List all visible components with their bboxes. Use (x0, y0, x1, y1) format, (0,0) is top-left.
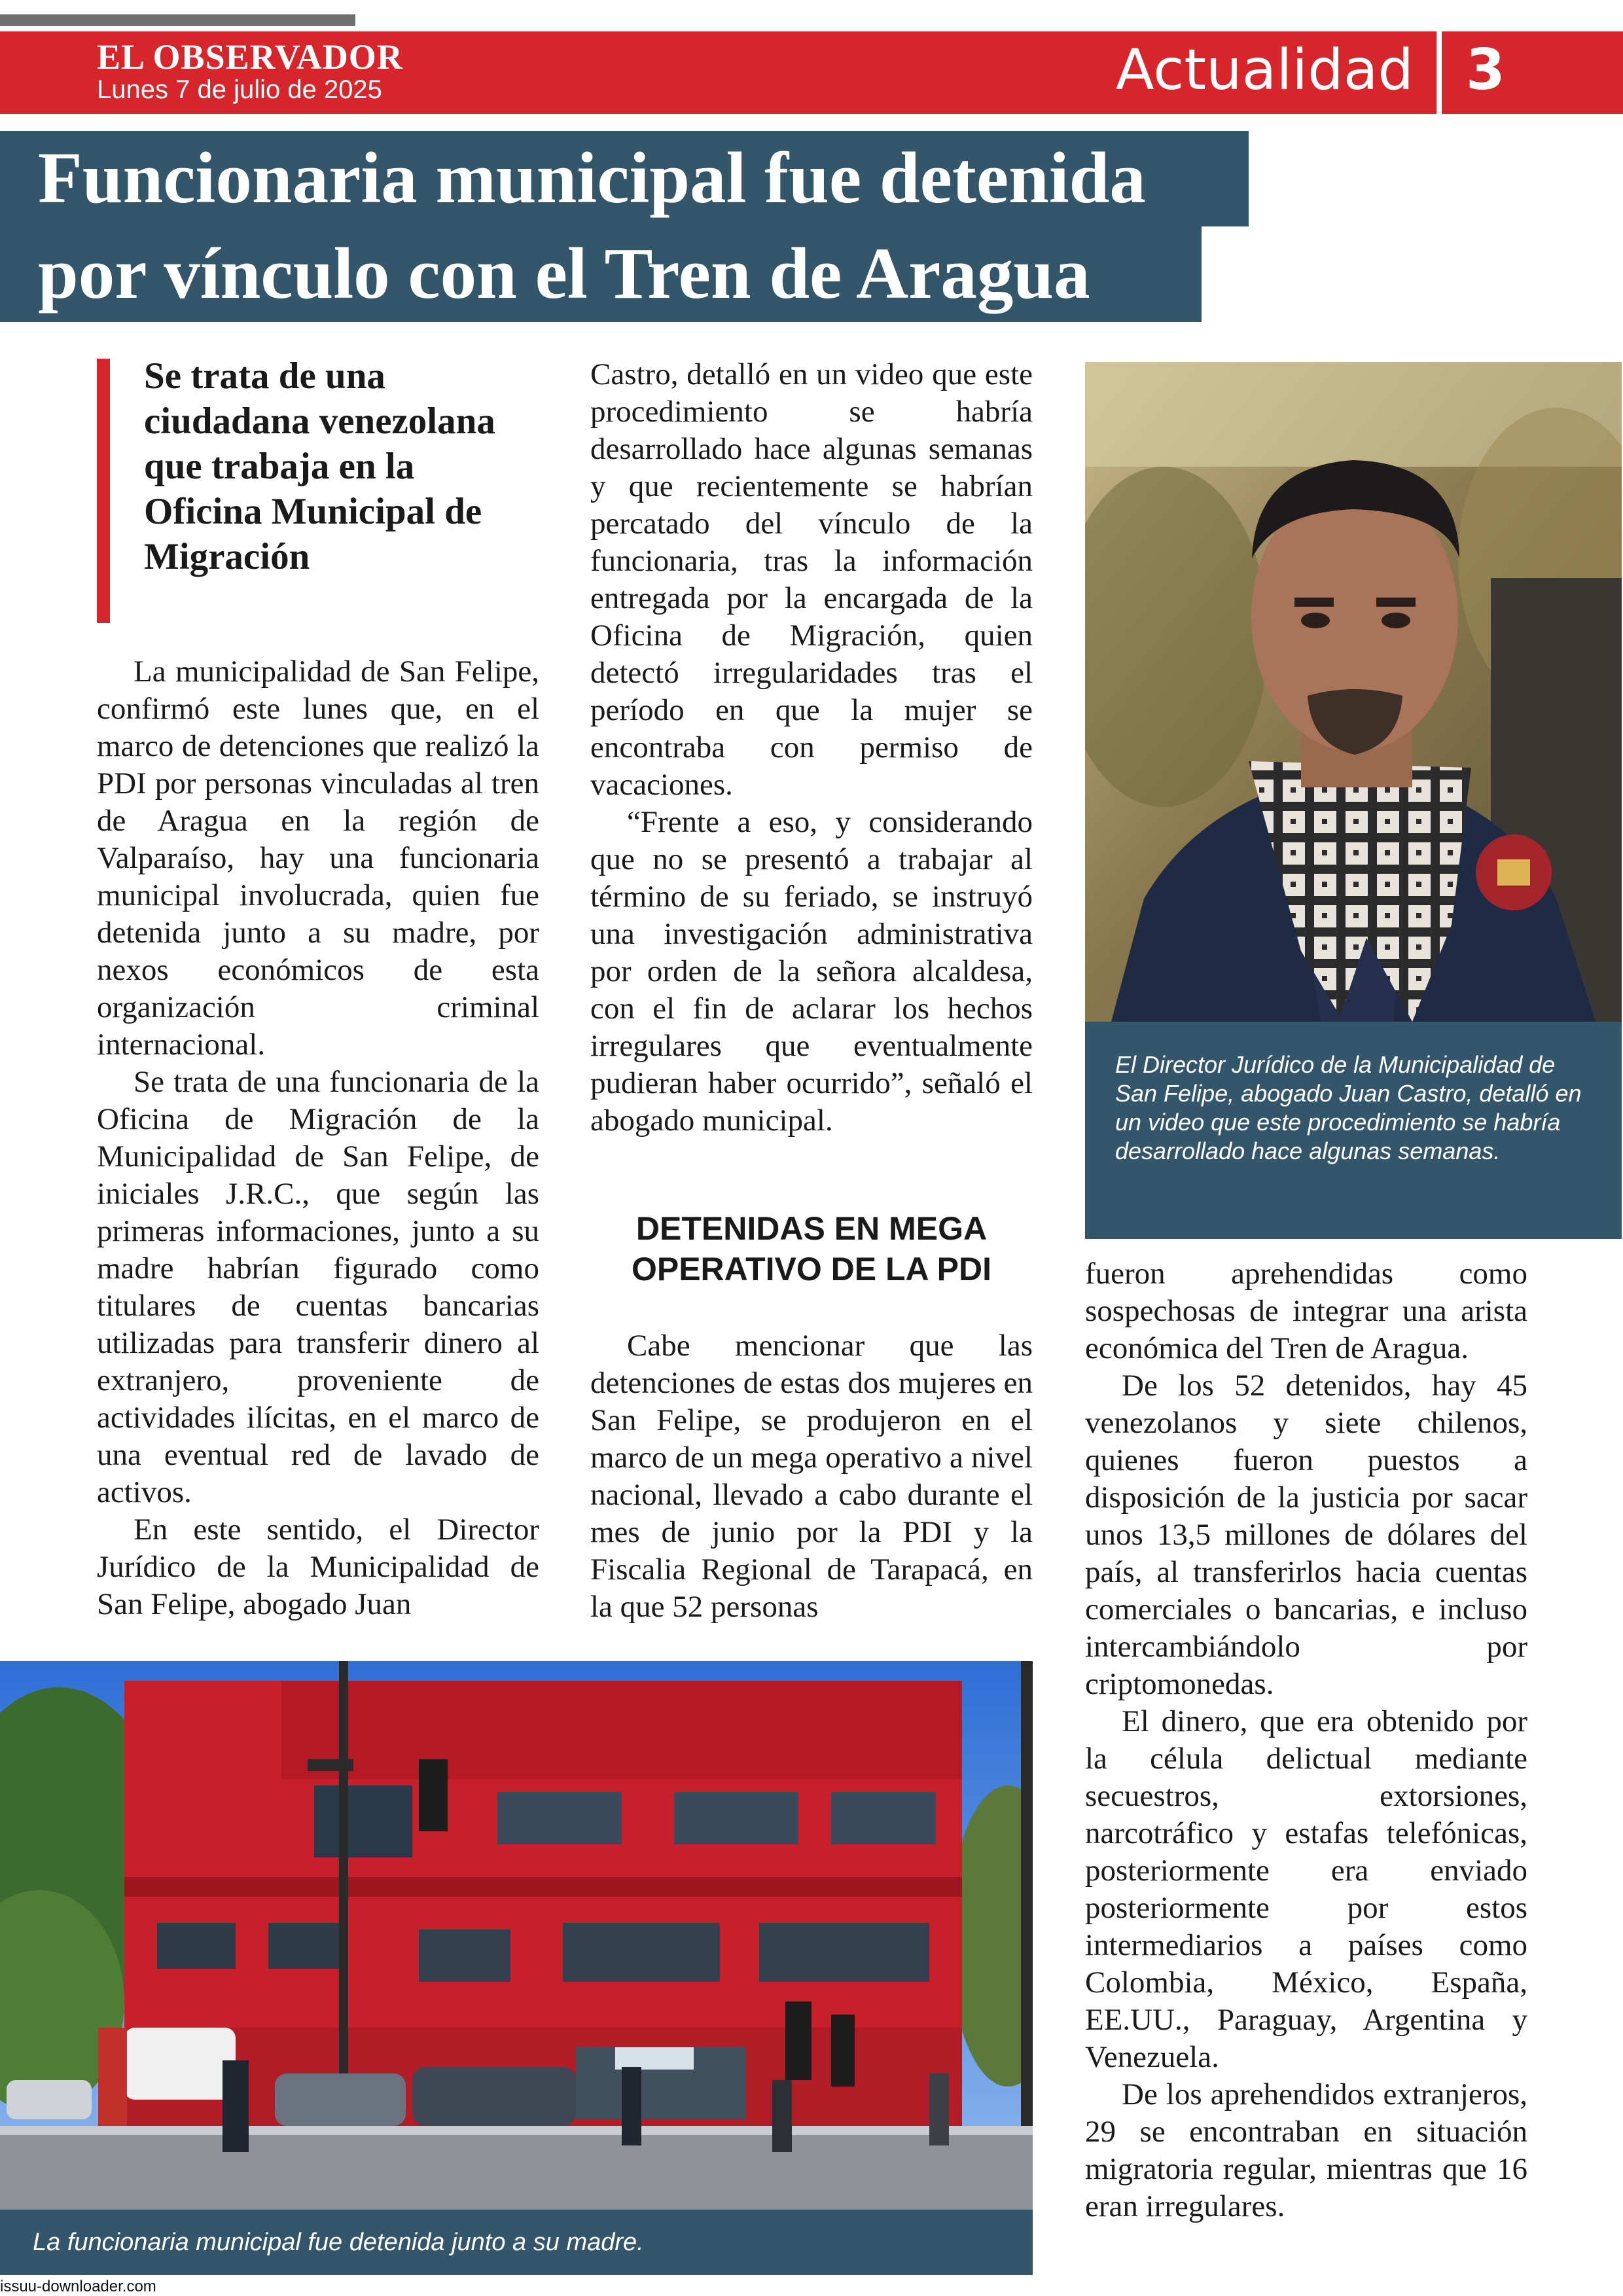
paragraph: En este sentido, el Director Jurídico de la Municipalidad de San Felipe, abogado Juan (97, 1513, 539, 1621)
headline-line-1: Funcionaria municipal fue detenida (0, 131, 1249, 226)
paragraph: La municipalidad de San Felipe, confirmó este lunes que, en el marco de detenciones que realizó la PDI por personas vinculadas al tren de Aragua en la región de Valparaíso, hay una funcionaria municipal involucrada, quien fue detenida junto a su madre, por nexos económicos de esta organización criminal internacional. (97, 655, 539, 1062)
subheading: DETENIDAS EN MEGA OPERATIVO DE LA PDI (631, 1210, 992, 1287)
portrait-photo (1085, 362, 1622, 1022)
header-separator (1436, 31, 1442, 114)
article-column-3 (1085, 1255, 1527, 2225)
newspaper-name: EL OBSERVADOR (97, 37, 403, 77)
portrait-caption: El Director Jurídico de la Municipalidad de San Felipe, abogado Juan Castro, detalló en un video que este procedimiento se habría desarrollado hace algunas semanas. (1085, 1022, 1622, 1239)
building-photo (0, 1661, 1033, 2210)
watermark: issuu-downloader.com (0, 2278, 156, 2295)
paragraph: De los 52 detenidos, hay 45 venezolanos y siete chilenos, quienes fueron puestos a disposición de la justicia por sacar unos 13,5 millones de dólares del país, al transferirlos hacia cuentas comerciales o bancarias, e incluso intercambiándolo por criptomonedas. (1085, 1369, 1527, 1701)
issue-date: Lunes 7 de julio de 2025 (97, 75, 382, 104)
section-name: Actualidad (1115, 37, 1414, 103)
paragraph: El dinero, que era obtenido por la célula delictual mediante secuestros, extorsiones, narcotráfico y estafas telefónicas, posteriormente era enviado posteriormente por estos intermediarios a países como Colombia, México, España, EE.UU., Paraguay, Argentina y Venezuela. (1085, 1704, 1527, 2074)
paragraph: fueron aprehendidas como sospechosas de integrar una arista económica del Tren de Aragua. (1085, 1257, 1527, 1365)
article-column-1 (97, 653, 539, 1623)
paragraph: De los aprehendidos extranjeros, 29 se encontraban en situación migratoria regular, mientras que 16 eran irregulares. (1085, 2077, 1527, 2223)
article-column-2 (590, 356, 1033, 1139)
headline-line-2: por vínculo con el Tren de Aragua (0, 226, 1202, 322)
article-column-2-continued (590, 1327, 1033, 1626)
paragraph: “Frente a eso, y considerando que no se presentó a trabajar al término de su feriado, se instruyó una investigación administrativa por orden de la señora alcaldesa, con el fin de aclarar los hechos irregulares que eventualmente pudieran haber ocurrido”, señaló el abogado municipal. (590, 805, 1033, 1138)
lead-accent-bar (97, 359, 110, 623)
lead-summary: Se trata de una ciudadana venezolana que trabaja en la Oficina Municipal de Migración (144, 355, 495, 577)
paragraph: Se trata de una funcionaria de la Oficina de Migración de la Municipalidad de San Felipe, de iniciales J.R.C., que según las primeras informaciones, junto a su madre habrían figurado como titulares de cuentas bancarias utilizadas para transferir dinero al extranjero, proveniente de actividades ilícitas, en el marco de una eventual red de lavado de activos. (97, 1065, 539, 1509)
paragraph: Cabe mencionar que las detenciones de estas dos mujeres en San Felipe, se produjeron en el marco de un mega operativo a nivel nacional, llevado a cabo durante el mes de junio por la PDI y la Fiscalia Regional de Tarapacá, en la que 52 personas (590, 1329, 1033, 1624)
building-caption: La funcionaria municipal fue detenida junto a su madre. (0, 2210, 1033, 2275)
paragraph: Castro, detalló en un video que este procedimiento se habría desarrollado hace algunas semanas y que recientemente se habrían percatado del vínculo de la funcionaria, tras la información entregada por la encargada de la Oficina de Migración, quien detectó irregularidades tras el período en que la mujer se encontraba con permiso de vacaciones. (590, 357, 1033, 802)
header-gray-strip (0, 14, 355, 26)
page-number: 3 (1466, 37, 1505, 103)
